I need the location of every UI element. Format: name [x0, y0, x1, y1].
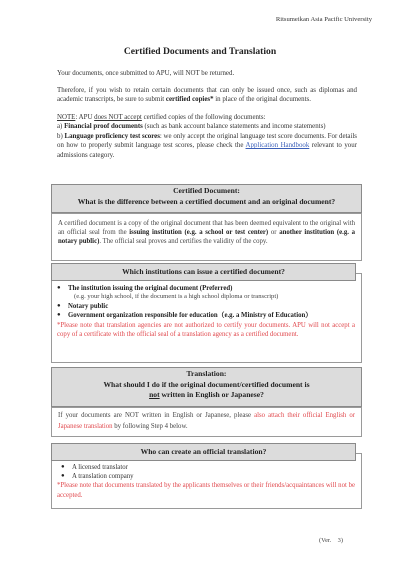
translation-body: If your documents are NOT written in English or Japanese, please also attach their official English or Japanese translation by following Step 4 below.: [51, 407, 362, 437]
list-item: ● A licensed translator: [61, 463, 355, 472]
list-item: ● Notary public: [57, 302, 355, 311]
list-item: ● Government organization responsible for education（e.g. a Ministry of Education）: [57, 311, 355, 320]
self-translation-note: *Please note that documents translated by the applicants themselves or their friends/acquaintances will not be accepted.: [57, 482, 355, 499]
application-handbook-link[interactable]: Application Handbook: [245, 142, 310, 150]
institutions-header: Which institutions can issue a certified document?: [51, 263, 356, 281]
version-label: (Ver. 3): [319, 537, 343, 545]
list-item-note: (e.g. your high school, if the document is a high school diploma or transcript): [74, 293, 279, 301]
official-translation-note: also attach their official English or Japanese translation: [58, 412, 355, 431]
page-title: Certified Documents and Translation: [123, 46, 277, 57]
translation-header: Translation: What should I do if the original document/certified document is not written in English or Japanese?: [51, 367, 362, 407]
certified-document-body: A certified document is a copy of the original document that has been deemed equivalent to the original with an official seal from the issuing institution (e.g. a school or test center) or another institution (e.g. a notary public). The official seal proves and certifies the validity of the copy.: [51, 213, 362, 261]
note-item-a: a) Financial proof documents (such as bank account balance statements and income statements): [57, 123, 326, 131]
university-name: Ritsumeikan Asia Pacific University: [275, 16, 372, 23]
intro-paragraph-1: Your documents, once submitted to APU, will NOT be returned.: [57, 70, 235, 77]
intro-paragraph-2: Therefore, if you wish to retain certain documents that can only be issued once, such as diplomas and academic transcripts, be sure to submit certified copies* in place of the original documents.: [57, 87, 357, 104]
does-not-accept: does NOT accept: [94, 114, 142, 121]
list-item: ● A translation company: [61, 472, 355, 481]
list-item: ● The institution issuing the original document (Preferred): [57, 284, 355, 293]
translation-agency-note: *Please note that translation agencies are not authorized to certify your documents. APU will not accept a copy of a certificate with the official seal of a translation agency as a certified document.: [57, 321, 355, 338]
official-translation-header: Who can create an official translation?: [51, 443, 356, 461]
note-label: NOTE: [57, 114, 76, 121]
note-paragraph: NOTE: APU does NOT accept certified copies of the following documents: a) Financial proof documents (such as bank account balance statements and income statements) b) Language proficiency test scores: we only accept the original language test score documents. For details on how to properly submit language test scores, please check the Application Handbook relevant to your admissions category.: [57, 114, 357, 159]
certified-document-header: Certified Document: What is the difference between a certified document and an original document?: [51, 184, 362, 213]
institutions-content: [57, 284, 355, 339]
note-item-b: b) Language proficiency test scores: we only accept the original language test score documents. For details on how to properly submit language test scores, please check the Application Handbook relevant to your admissions category.: [57, 132, 357, 159]
official-translation-content: [57, 463, 355, 500]
